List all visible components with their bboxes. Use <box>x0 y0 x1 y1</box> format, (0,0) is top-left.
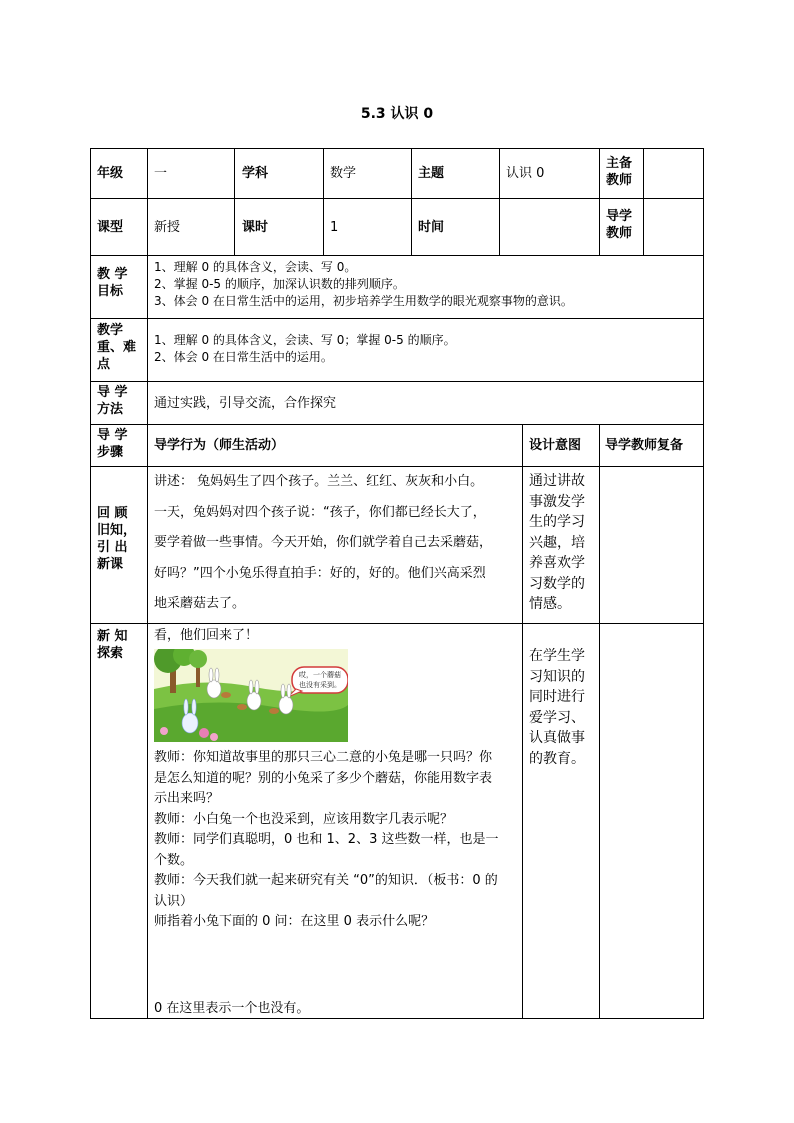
prep-teacher-label <box>606 155 644 195</box>
intent-line: 兴趣，培 <box>529 534 585 551</box>
rabbits-illustration <box>154 649 348 742</box>
explore-dialogue <box>154 748 522 938</box>
explore-label-line: 新 知 <box>97 629 128 644</box>
story-line: 地采蘑菇去了。 <box>154 596 246 611</box>
review-label <box>97 505 147 585</box>
story-line: 一天，兔妈妈对四个孩子说：“孩子，你们都已经长大了， <box>154 504 486 520</box>
review-story <box>154 467 522 623</box>
speech-bubble-line: 哎，一个蘑菇 <box>299 671 341 679</box>
type-label: 课型 <box>97 219 124 235</box>
story-line: 讲述： 兔妈妈生了四个孩子。兰兰、红红、灰灰和小白。 <box>154 474 484 489</box>
focus-item: 2、体会 0 在日常生活中的运用。 <box>154 350 333 364</box>
intent-line: 事激发学 <box>529 493 585 510</box>
subject-value: 数学 <box>330 166 357 181</box>
focus-label-line: 重、难 <box>97 340 137 355</box>
guide-teacher-label-line: 导学 <box>606 209 633 224</box>
method-label-line: 导 学 <box>97 385 128 400</box>
goals-label-line: 目标 <box>97 284 124 299</box>
explore-label-line: 探索 <box>97 646 124 661</box>
explore-intent <box>529 646 599 776</box>
goal-item: 1、理解 0 的具体含义，会读、写 0。 <box>154 260 357 274</box>
goals-label-line: 教 学 <box>97 267 128 282</box>
dialogue-line: 师指着小兔下面的 0 问：在这里 0 表示什么呢？ <box>154 914 435 929</box>
intent-header: 设计意图 <box>529 438 582 453</box>
focus-content <box>154 332 702 372</box>
intent-line: 通过讲故 <box>529 473 585 489</box>
steps-label <box>97 427 147 465</box>
review-label-line: 新课 <box>97 557 124 572</box>
dialogue-line: 示出来吗？ <box>154 791 220 806</box>
speech-bubble-line: 也没有采到。 <box>299 681 341 689</box>
prep-teacher-label-line: 教师 <box>606 173 633 188</box>
goals-content <box>154 259 702 317</box>
intent-line: 生的学习 <box>529 514 585 530</box>
subject-label: 学科 <box>242 166 269 181</box>
review-label-line: 旧知， <box>97 523 137 538</box>
focus-item: 1、理解 0 的具体含义，会读、写 0；掌握 0-5 的顺序。 <box>154 333 456 347</box>
story-line: 好吗？”四个小兔乐得直拍手：好的，好的。他们兴高采烈 <box>154 565 486 581</box>
intent-line: 习数学的 <box>529 575 585 592</box>
intent-line: 在学生学 <box>529 648 585 664</box>
intent-line: 习知识的 <box>529 668 585 685</box>
review-label-line: 引 出 <box>97 540 128 555</box>
explore-intro: 看，他们回来了！ <box>154 628 259 643</box>
speech-bubble <box>294 670 346 690</box>
method-content: 通过实践，引导交流，合作探究 <box>154 395 337 411</box>
explore-answer: 0 在这里表示一个也没有。 <box>154 1001 310 1016</box>
dialogue-line: 个数。 <box>154 852 194 868</box>
grade-value: 一 <box>154 166 168 181</box>
method-label <box>97 384 147 422</box>
dialogue-line: 教师：今天我们就一起来研究有关 “0”的知识．（板书：0 的 <box>154 873 498 888</box>
review-intent <box>529 471 599 621</box>
review-label-line: 回 顾 <box>97 506 128 521</box>
intent-line: 同时进行 <box>529 689 585 705</box>
steps-label-line: 导 学 <box>97 428 128 443</box>
goal-item: 2、掌握 0-5 的顺序，加深认识数的排列顺序。 <box>154 277 405 291</box>
review-header: 导学教师复备 <box>605 438 684 453</box>
topic-value: 认识 0 <box>506 166 545 181</box>
steps-label-line: 步骤 <box>97 445 124 460</box>
topic-label: 主题 <box>418 166 445 181</box>
dialogue-line: 认识） <box>154 893 194 909</box>
activity-header: 导学行为（师生活动） <box>154 438 285 453</box>
story-line: 要学着做一些事情。今天开始，你们就学着自己去采蘑菇， <box>154 535 493 550</box>
type-value: 新授 <box>154 219 181 235</box>
guide-teacher-value <box>650 199 702 255</box>
focus-label-line: 点 <box>97 357 111 372</box>
goal-item: 3、体会 0 在日常生活中的运用，初步培养学生用数学的眼光观察事物的意识。 <box>154 294 573 308</box>
explore-label <box>97 628 147 668</box>
focus-label <box>97 322 147 380</box>
prep-teacher-label-line: 主备 <box>606 156 633 171</box>
prep-teacher-value <box>650 149 702 198</box>
grade-label: 年级 <box>97 166 124 181</box>
time-label: 时间 <box>418 219 445 235</box>
intent-line: 情感。 <box>529 596 571 612</box>
page-title: 5.3 认识 0 <box>360 106 434 122</box>
intent-line: 爱学习、 <box>529 709 585 726</box>
period-value: 1 <box>330 219 339 235</box>
focus-label-line: 教学 <box>97 323 124 338</box>
dialogue-line: 是怎么知道的呢？别的小兔采了多少个蘑菇，你能用数字表 <box>154 770 493 786</box>
intent-line: 养喜欢学 <box>529 555 585 571</box>
guide-teacher-label <box>606 208 644 248</box>
time-value <box>506 199 598 255</box>
period-label: 课时 <box>242 219 269 235</box>
intent-line: 认真做事 <box>529 730 585 746</box>
guide-teacher-label-line: 教师 <box>606 226 633 241</box>
goals-label <box>97 266 147 306</box>
dialogue-line: 教师：小白兔一个也没采到，应该用数字几表示呢？ <box>154 811 454 827</box>
dialogue-line: 教师：你知道故事里的那只三心二意的小兔是哪一只吗？你 <box>154 750 493 765</box>
dialogue-line: 教师：同学们真聪明，0 也和 1、2、3 这些数一样，也是一 <box>154 832 499 847</box>
method-label-line: 方法 <box>97 402 124 417</box>
intent-line: 的教育。 <box>529 750 585 767</box>
